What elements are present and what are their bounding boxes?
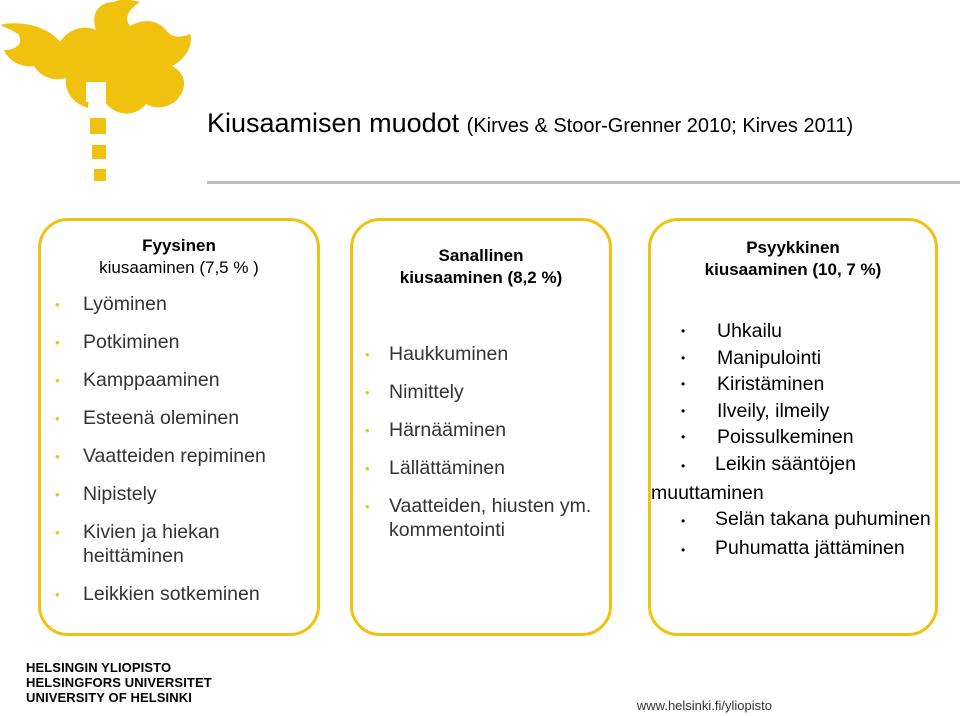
bullet-list <box>55 292 315 620</box>
bullet-dot-icon: • <box>681 350 686 365</box>
bullet-dot-icon: • <box>681 324 686 338</box>
helsinki-flame-logo-icon <box>0 0 205 200</box>
bullet-dot-icon: • <box>365 423 370 438</box>
list-item: • Haukkuminen <box>365 343 509 365</box>
bullet-dot-icon: • <box>55 297 60 312</box>
list-item: • Kivien ja hiekan heittäminen <box>55 521 220 567</box>
card-psychological-bullying <box>648 218 938 636</box>
list-item: • Selän takana puhuminen <box>651 506 941 535</box>
bullet-dot-icon: • <box>55 373 60 388</box>
list-item: • Härnääminen <box>365 419 507 441</box>
card-heading-line2: kiusaaminen (7,5 % ) <box>99 258 259 277</box>
card-physical-bullying <box>38 218 320 636</box>
title-divider <box>207 181 960 184</box>
footer-url[interactable]: www.helsinki.fi/yliopisto <box>636 698 772 713</box>
list-item: • Uhkailu <box>681 318 941 345</box>
bullet-list <box>365 342 610 556</box>
list-item: • Nimittely <box>365 381 464 403</box>
list-item: • Poissulkeminen <box>681 424 941 451</box>
bullet-dot-icon: • <box>681 430 686 445</box>
list-item: • Nipistely <box>55 483 157 505</box>
bullet-dot-icon: • <box>55 335 60 350</box>
bullet-dot-icon: • <box>55 487 60 502</box>
list-item: • Leikin sääntöjen muuttaminen <box>651 452 856 504</box>
bullet-dot-icon: • <box>681 458 686 473</box>
list-item: • Potkiminen <box>55 331 180 353</box>
bullet-dot-icon: • <box>55 449 60 464</box>
list-item: • Manipulointi <box>681 345 941 372</box>
card-heading-line1: Fyysinen <box>142 236 216 255</box>
bullet-dot-icon: • <box>365 499 370 514</box>
title-main: Kiusaamisen muodot <box>207 108 460 138</box>
card-heading <box>651 237 935 281</box>
list-item: • Kamppaaminen <box>55 369 220 391</box>
list-item: • Esteenä oleminen <box>55 407 240 429</box>
page-title <box>207 108 853 139</box>
university-wordmark: HELSINGIN YLIOPISTO HELSINGFORS UNIVERSITET UNIVERSITY OF HELSINKI <box>26 660 212 705</box>
title-sub: (Kirves & Stoor-Grenner 2010; Kirves 2011) <box>466 115 854 137</box>
bullet-dot-icon: • <box>681 542 686 557</box>
card-heading <box>353 245 609 289</box>
bullet-dot-icon: • <box>365 461 370 476</box>
bullet-list <box>651 318 941 563</box>
bullet-dot-icon: • <box>365 347 370 362</box>
bullet-dot-icon: • <box>55 587 60 602</box>
bullet-dot-icon: • <box>55 525 60 540</box>
list-item: • Lyöminen <box>55 293 167 315</box>
list-item: • Ilveily, ilmeily <box>681 398 941 425</box>
card-heading-line2: kiusaaminen (8,2 %) <box>399 268 563 287</box>
bullet-dot-icon: • <box>681 403 686 418</box>
card-heading <box>41 235 317 279</box>
list-item: • Puhumatta jättäminen <box>651 535 941 564</box>
card-heading-line1: Psyykkinen <box>746 238 840 257</box>
bullet-dot-icon: • <box>681 377 686 392</box>
list-item: • Vaatteiden, hiusten ym. kommentointi <box>365 495 592 541</box>
list-item: • Kiristäminen <box>681 371 941 398</box>
list-item: • Lällättäminen <box>365 457 505 479</box>
card-heading-line1: Sanallinen <box>438 246 524 265</box>
card-heading-line2: kiusaaminen (10, 7 %) <box>704 260 882 279</box>
bullet-dot-icon: • <box>365 385 370 400</box>
bullet-dot-icon: • <box>55 411 60 426</box>
card-verbal-bullying <box>350 218 612 636</box>
list-item: • Vaatteiden repiminen <box>55 445 266 467</box>
list-item: • Leikkien sotkeminen <box>55 583 260 605</box>
bullet-dot-icon: • <box>681 514 686 529</box>
